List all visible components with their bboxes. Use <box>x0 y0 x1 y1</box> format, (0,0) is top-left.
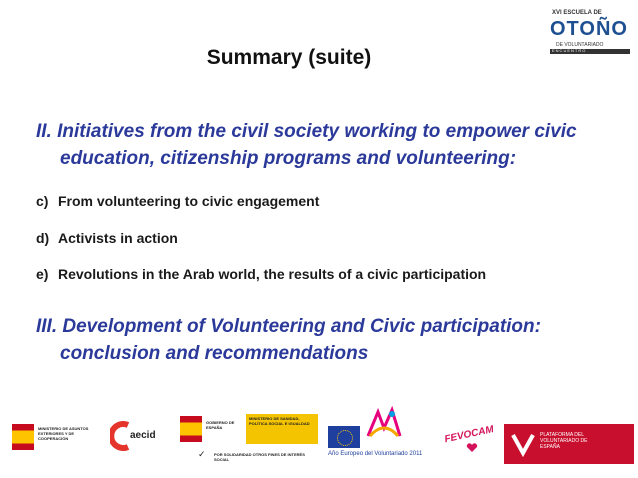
section-ii-line2: education, citizenship programs and volunteering: <box>60 148 517 169</box>
list-item <box>36 193 319 209</box>
section-ii-line1: II. Initiatives from the civil society working to empower civic <box>36 121 577 142</box>
list-marker: d) <box>36 230 50 246</box>
ano-europeo-logo-icon <box>362 406 406 442</box>
list-item-text: Revolutions in the Arab world, the results of a civic participation <box>58 266 487 282</box>
check-icon: ✓ <box>198 449 206 459</box>
heart-icon <box>466 440 478 450</box>
spain-flag-icon <box>180 416 202 442</box>
solidaridad-text: POR SOLIDARIDAD OTROS FINES DE INTERÉS SOCIAL <box>214 452 305 462</box>
section-ii-heading <box>36 118 626 172</box>
list-item <box>36 230 178 246</box>
logo-top-line2: DE VOLUNTARIADO <box>556 42 604 48</box>
plataforma-logo <box>504 424 634 464</box>
eu-flag-icon <box>328 426 360 448</box>
plataforma-v-icon <box>510 431 536 457</box>
list-marker: c) <box>36 193 49 209</box>
spain-flag-icon <box>12 424 34 450</box>
list-marker: e) <box>36 266 49 282</box>
gobierno-logo <box>180 414 320 464</box>
page-title: Summary (suite) <box>206 46 372 69</box>
gobierno-text: GOBIERNO DE ESPAÑA <box>206 420 235 430</box>
section-iii-heading <box>36 313 626 367</box>
list-item <box>36 266 486 282</box>
plataforma-text: PLATAFORMA DEL VOLUNTARIADO DE ESPAÑA <box>540 432 588 450</box>
logo-top-line3: ENCUENTRO INTERNACIONAL <box>552 48 598 58</box>
list-item-text: Activists in action <box>58 230 178 246</box>
ano-europeo-text: Año Europeo del Voluntariado 2011 <box>328 451 423 457</box>
ministerio-exteriores-logo <box>12 422 102 452</box>
ministerio-sanidad-text: MINISTERIO DE SANIDAD, POLÍTICA SOCIAL E IGUALDAD <box>246 414 318 444</box>
ministerio-text: MINISTERIO DE ASUNTOS EXTERIORES Y DE COOPERACIÓN <box>38 426 89 441</box>
logo-top-line1: XVI ESCUELA DE <box>552 10 602 16</box>
section-iii-line2: conclusion and recommendations <box>60 343 369 364</box>
fevocam-text: FEVOCAM <box>443 424 495 446</box>
list-item-text: From volunteering to civic engagement <box>58 193 320 209</box>
aecid-logo <box>108 418 160 454</box>
section-iii-line1: III. Development of Volunteering and Civic participation: <box>36 316 541 337</box>
logo-top-big: OTOÑO <box>550 18 628 40</box>
aecid-c-icon <box>110 421 132 451</box>
aecid-text: aecid <box>130 430 156 441</box>
